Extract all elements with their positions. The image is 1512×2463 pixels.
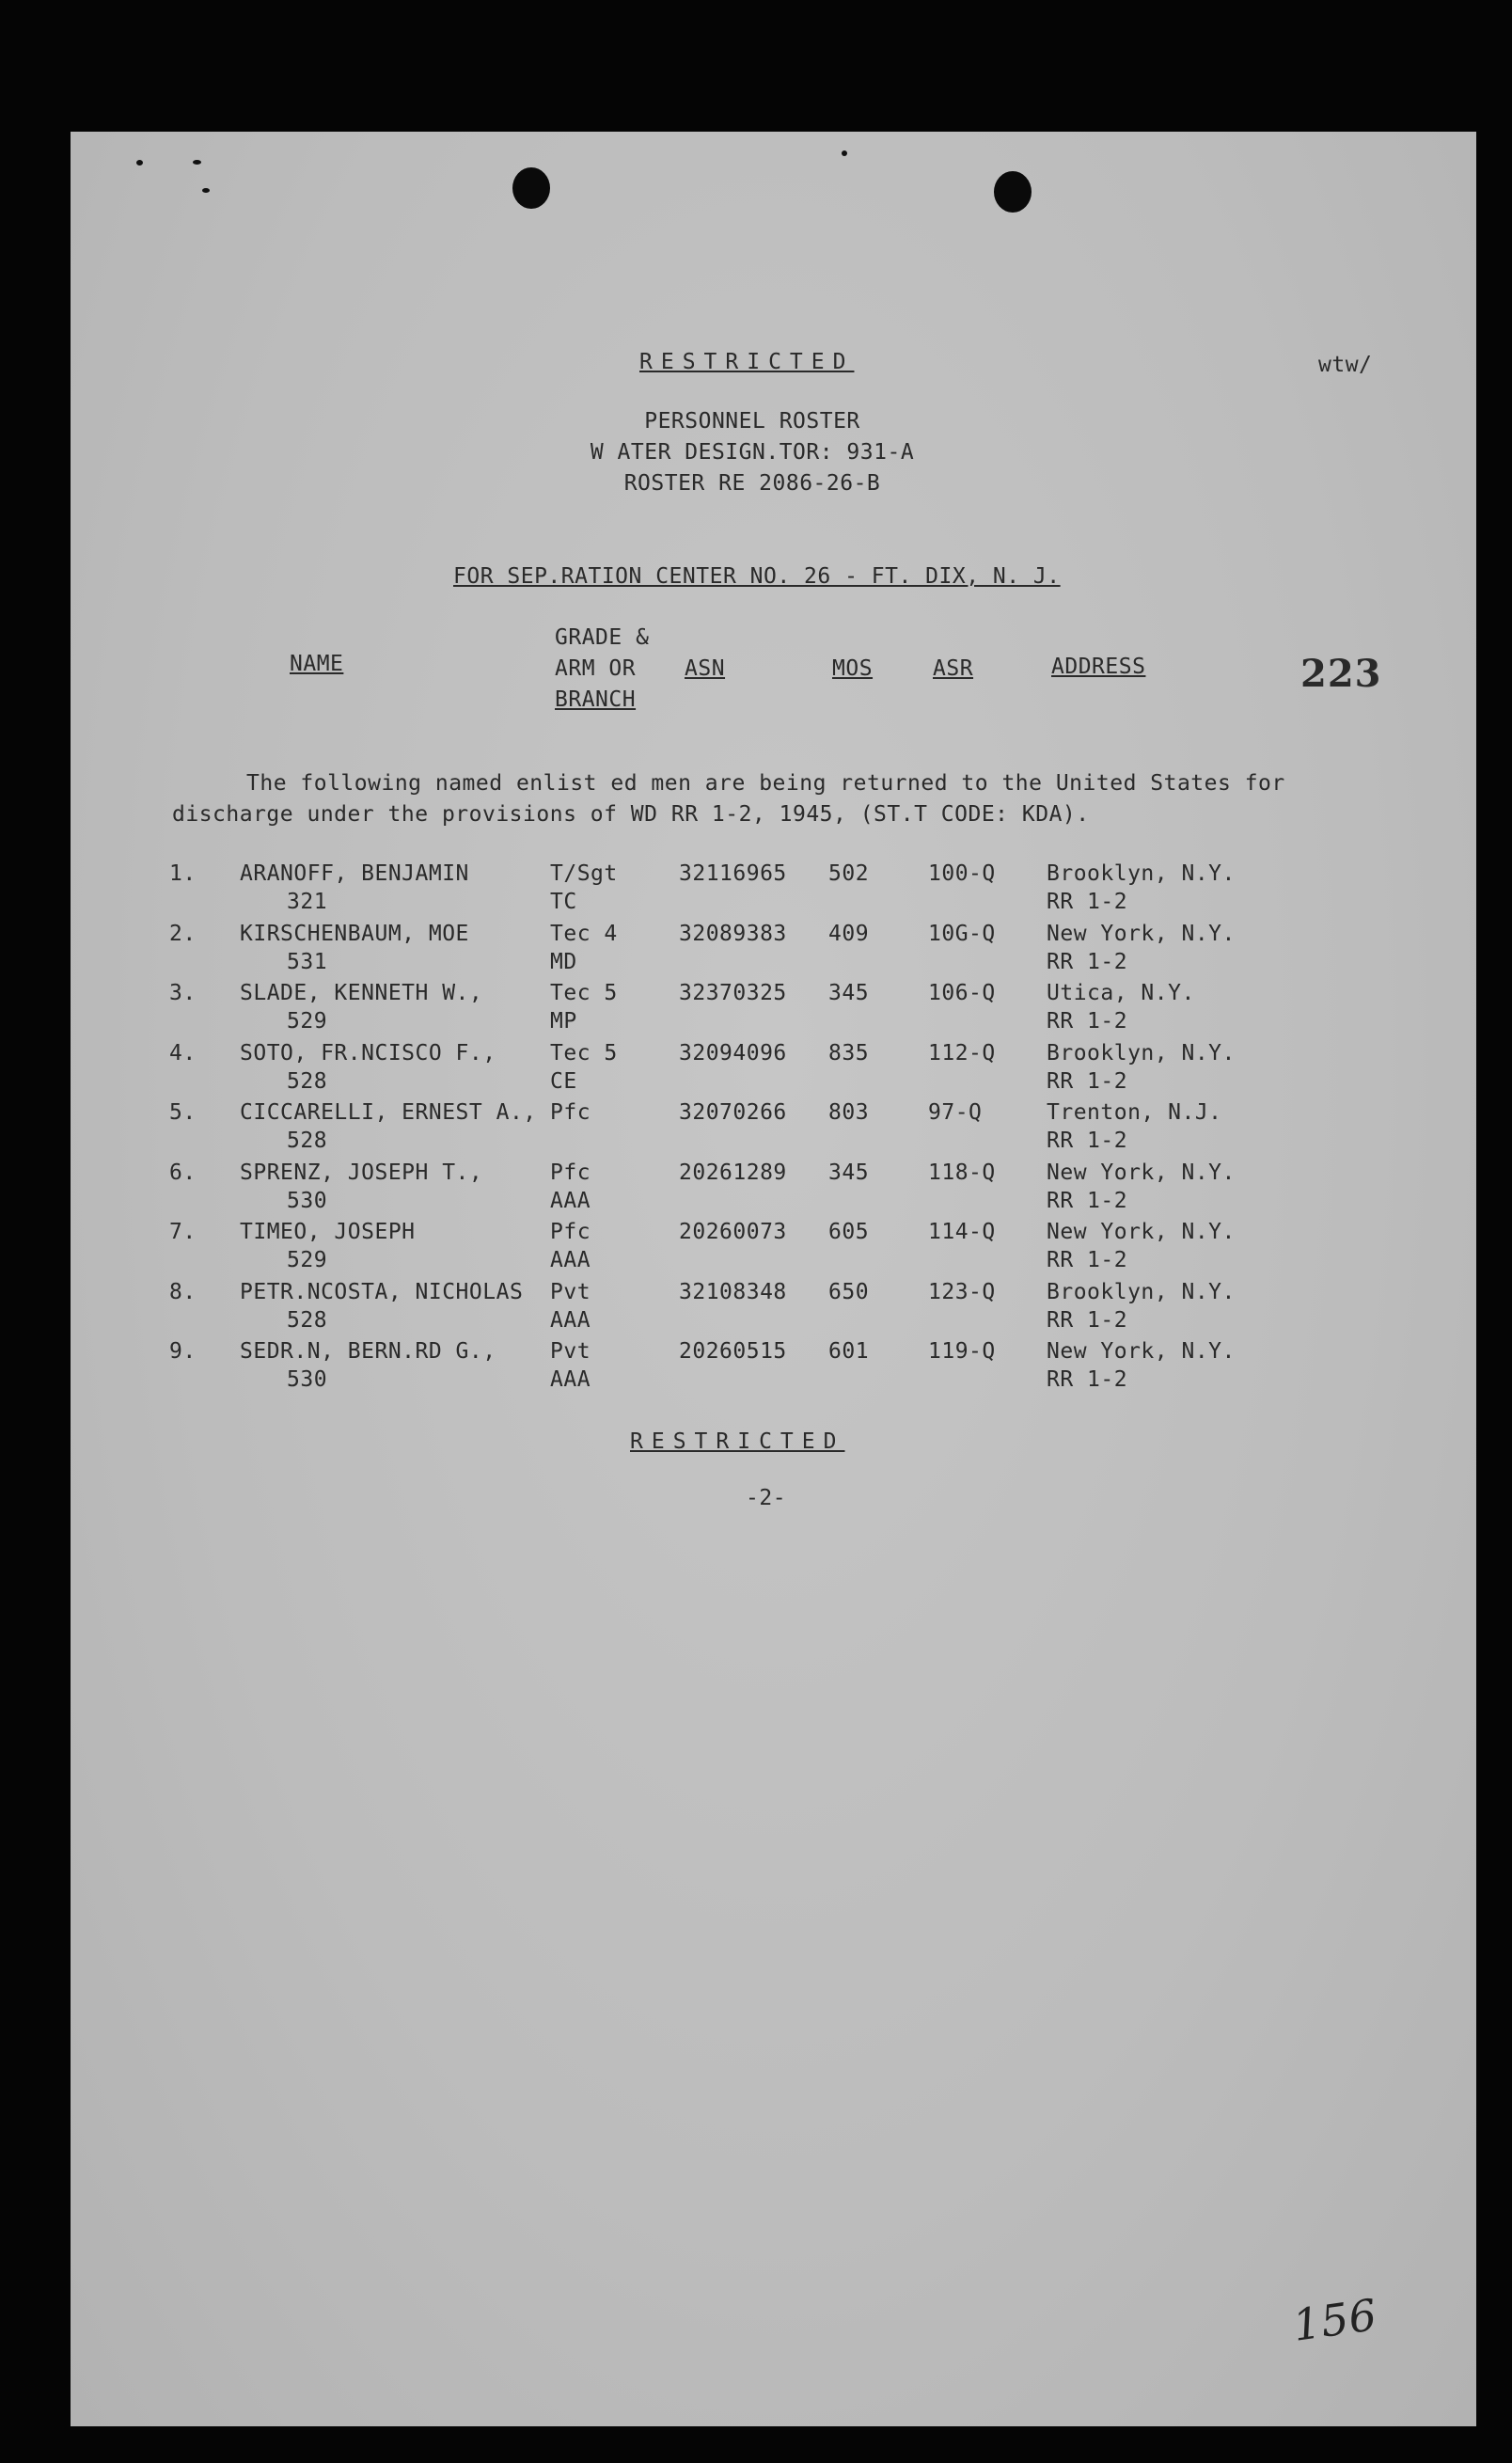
address: Trenton, N.J. bbox=[1047, 1100, 1222, 1125]
soldier-name: SEDR.N, BERN.RD G., bbox=[240, 1339, 496, 1364]
asr: 112-Q bbox=[928, 1040, 996, 1066]
mos: 345 bbox=[828, 1160, 870, 1185]
column-name: NAME bbox=[290, 652, 344, 676]
address: New York, N.Y. bbox=[1047, 921, 1236, 946]
punch-hole bbox=[994, 171, 1032, 213]
restricted-footer: RESTRICTED bbox=[630, 1429, 845, 1454]
intro-line2: discharge under the provisions of WD RR 1-2, 1945, (ST.T CODE: KDA). bbox=[172, 802, 1090, 827]
regulation: RR 1-2 bbox=[1047, 1248, 1128, 1272]
asn: 20261289 bbox=[679, 1160, 787, 1185]
soldier-code: 528 bbox=[287, 1307, 328, 1333]
regulation: RR 1-2 bbox=[1047, 1129, 1128, 1153]
asr: 118-Q bbox=[928, 1160, 996, 1185]
soldier-code: 529 bbox=[287, 1009, 328, 1034]
regulation: RR 1-2 bbox=[1047, 1188, 1128, 1213]
grade: Pvt bbox=[550, 1339, 591, 1364]
grade: T/Sgt bbox=[550, 861, 618, 886]
branch: MP bbox=[550, 1009, 577, 1034]
page-marker: -2- bbox=[746, 1486, 787, 1510]
grade: Pfc bbox=[550, 1160, 591, 1185]
regulation: RR 1-2 bbox=[1047, 1009, 1128, 1034]
speck bbox=[136, 160, 143, 166]
soldier-code: 530 bbox=[287, 1188, 328, 1213]
intro-line1: The following named enlist ed men are being returned to the United States for bbox=[246, 771, 1285, 796]
restricted-header: RESTRICTED bbox=[639, 350, 855, 374]
asr: 114-Q bbox=[928, 1220, 996, 1244]
branch: MD bbox=[550, 949, 577, 974]
asr: 100-Q bbox=[928, 861, 996, 886]
mos: 605 bbox=[828, 1220, 870, 1244]
regulation: RR 1-2 bbox=[1047, 890, 1128, 914]
asr: 97-Q bbox=[928, 1100, 983, 1125]
column-asr: ASR bbox=[933, 656, 974, 681]
branch: AAA bbox=[550, 1307, 591, 1333]
punch-hole bbox=[512, 167, 550, 209]
row-number: 3. bbox=[169, 981, 197, 1005]
table-row bbox=[71, 922, 1476, 982]
asn: 32094096 bbox=[679, 1040, 787, 1066]
column-mos: MOS bbox=[832, 656, 874, 681]
column-grade-line1: GRADE & bbox=[555, 625, 650, 650]
speck bbox=[193, 160, 201, 165]
mos: 502 bbox=[828, 861, 870, 886]
table-row bbox=[71, 1041, 1476, 1101]
table-row bbox=[71, 1220, 1476, 1280]
table-row bbox=[71, 1280, 1476, 1340]
asr: 123-Q bbox=[928, 1279, 996, 1304]
soldier-code: 531 bbox=[287, 949, 328, 974]
row-number: 6. bbox=[169, 1160, 197, 1185]
address: New York, N.Y. bbox=[1047, 1220, 1236, 1244]
water-designator: W ATER DESIGN.TOR: 931-A bbox=[590, 440, 915, 465]
row-number: 4. bbox=[169, 1040, 197, 1066]
mos: 803 bbox=[828, 1100, 870, 1125]
row-number: 1. bbox=[169, 861, 197, 886]
address: Brooklyn, N.Y. bbox=[1047, 1279, 1236, 1304]
grade: Tec 4 bbox=[550, 921, 618, 946]
soldier-code: 528 bbox=[287, 1129, 328, 1153]
asn: 32116965 bbox=[679, 861, 787, 886]
regulation: RR 1-2 bbox=[1047, 1307, 1128, 1333]
mos: 650 bbox=[828, 1279, 870, 1304]
asn: 32089383 bbox=[679, 921, 787, 946]
speck bbox=[842, 150, 847, 156]
asn: 20260515 bbox=[679, 1339, 787, 1364]
table-row bbox=[71, 1160, 1476, 1221]
mos: 409 bbox=[828, 921, 870, 946]
row-number: 9. bbox=[169, 1339, 197, 1364]
separation-center: FOR SEP.RATION CENTER NO. 26 - FT. DIX, N. J. bbox=[453, 564, 1061, 589]
mos: 601 bbox=[828, 1339, 870, 1364]
branch: AAA bbox=[550, 1367, 591, 1392]
table-row bbox=[71, 1339, 1476, 1399]
soldier-name: SLADE, KENNETH W., bbox=[240, 981, 483, 1005]
page-number: 223 bbox=[1300, 652, 1382, 696]
regulation: RR 1-2 bbox=[1047, 1367, 1128, 1392]
asr: 106-Q bbox=[928, 981, 996, 1005]
soldier-code: 321 bbox=[287, 890, 328, 914]
mos: 835 bbox=[828, 1040, 870, 1066]
address: Utica, N.Y. bbox=[1047, 981, 1195, 1005]
asn: 32370325 bbox=[679, 981, 787, 1005]
branch: TC bbox=[550, 890, 577, 914]
roster-number: ROSTER RE 2086-26-B bbox=[623, 471, 881, 496]
mos: 345 bbox=[828, 981, 870, 1005]
column-asn: ASN bbox=[685, 656, 726, 681]
soldier-name: KIRSCHENBAUM, MOE bbox=[240, 921, 469, 946]
paper-sheet bbox=[71, 132, 1476, 2426]
soldier-name: TIMEO, JOSEPH bbox=[240, 1220, 416, 1244]
roster-title: PERSONNEL ROSTER bbox=[644, 409, 860, 434]
asn: 20260073 bbox=[679, 1220, 787, 1244]
grade: Pvt bbox=[550, 1279, 591, 1304]
column-address: ADDRESS bbox=[1051, 655, 1146, 679]
table-row bbox=[71, 861, 1476, 922]
asn: 32108348 bbox=[679, 1279, 787, 1304]
regulation: RR 1-2 bbox=[1047, 1068, 1128, 1094]
initials: wtw/ bbox=[1318, 353, 1373, 377]
column-grade-line3: BRANCH bbox=[555, 687, 637, 712]
grade: Tec 5 bbox=[550, 1040, 618, 1066]
table-row bbox=[71, 981, 1476, 1041]
row-number: 5. bbox=[169, 1100, 197, 1125]
soldier-name: ARANOFF, BENJAMIN bbox=[240, 861, 469, 886]
asr: 10G-Q bbox=[928, 921, 996, 946]
grade: Tec 5 bbox=[550, 981, 618, 1005]
soldier-code: 528 bbox=[287, 1068, 328, 1094]
branch: AAA bbox=[550, 1248, 591, 1272]
handwritten-number: 156 bbox=[1289, 2289, 1380, 2351]
asn: 32070266 bbox=[679, 1100, 787, 1125]
row-number: 7. bbox=[169, 1220, 197, 1244]
asr: 119-Q bbox=[928, 1339, 996, 1364]
soldier-code: 529 bbox=[287, 1248, 328, 1272]
grade: Pfc bbox=[550, 1220, 591, 1244]
soldier-name: PETR.NCOSTA, NICHOLAS bbox=[240, 1279, 524, 1304]
soldier-name: SPRENZ, JOSEPH T., bbox=[240, 1160, 483, 1185]
regulation: RR 1-2 bbox=[1047, 949, 1128, 974]
row-number: 8. bbox=[169, 1279, 197, 1304]
row-number: 2. bbox=[169, 921, 197, 946]
table-row bbox=[71, 1100, 1476, 1160]
grade: Pfc bbox=[550, 1100, 591, 1125]
address: Brooklyn, N.Y. bbox=[1047, 1040, 1236, 1066]
address: New York, N.Y. bbox=[1047, 1339, 1236, 1364]
address: Brooklyn, N.Y. bbox=[1047, 861, 1236, 886]
branch: AAA bbox=[550, 1188, 591, 1213]
soldier-name: CICCARELLI, ERNEST A., bbox=[240, 1100, 537, 1125]
branch: CE bbox=[550, 1068, 577, 1094]
column-grade-line2: ARM OR bbox=[555, 656, 637, 681]
soldier-code: 530 bbox=[287, 1367, 328, 1392]
address: New York, N.Y. bbox=[1047, 1160, 1236, 1185]
soldier-name: SOTO, FR.NCISCO F., bbox=[240, 1040, 496, 1066]
speck bbox=[202, 188, 210, 193]
